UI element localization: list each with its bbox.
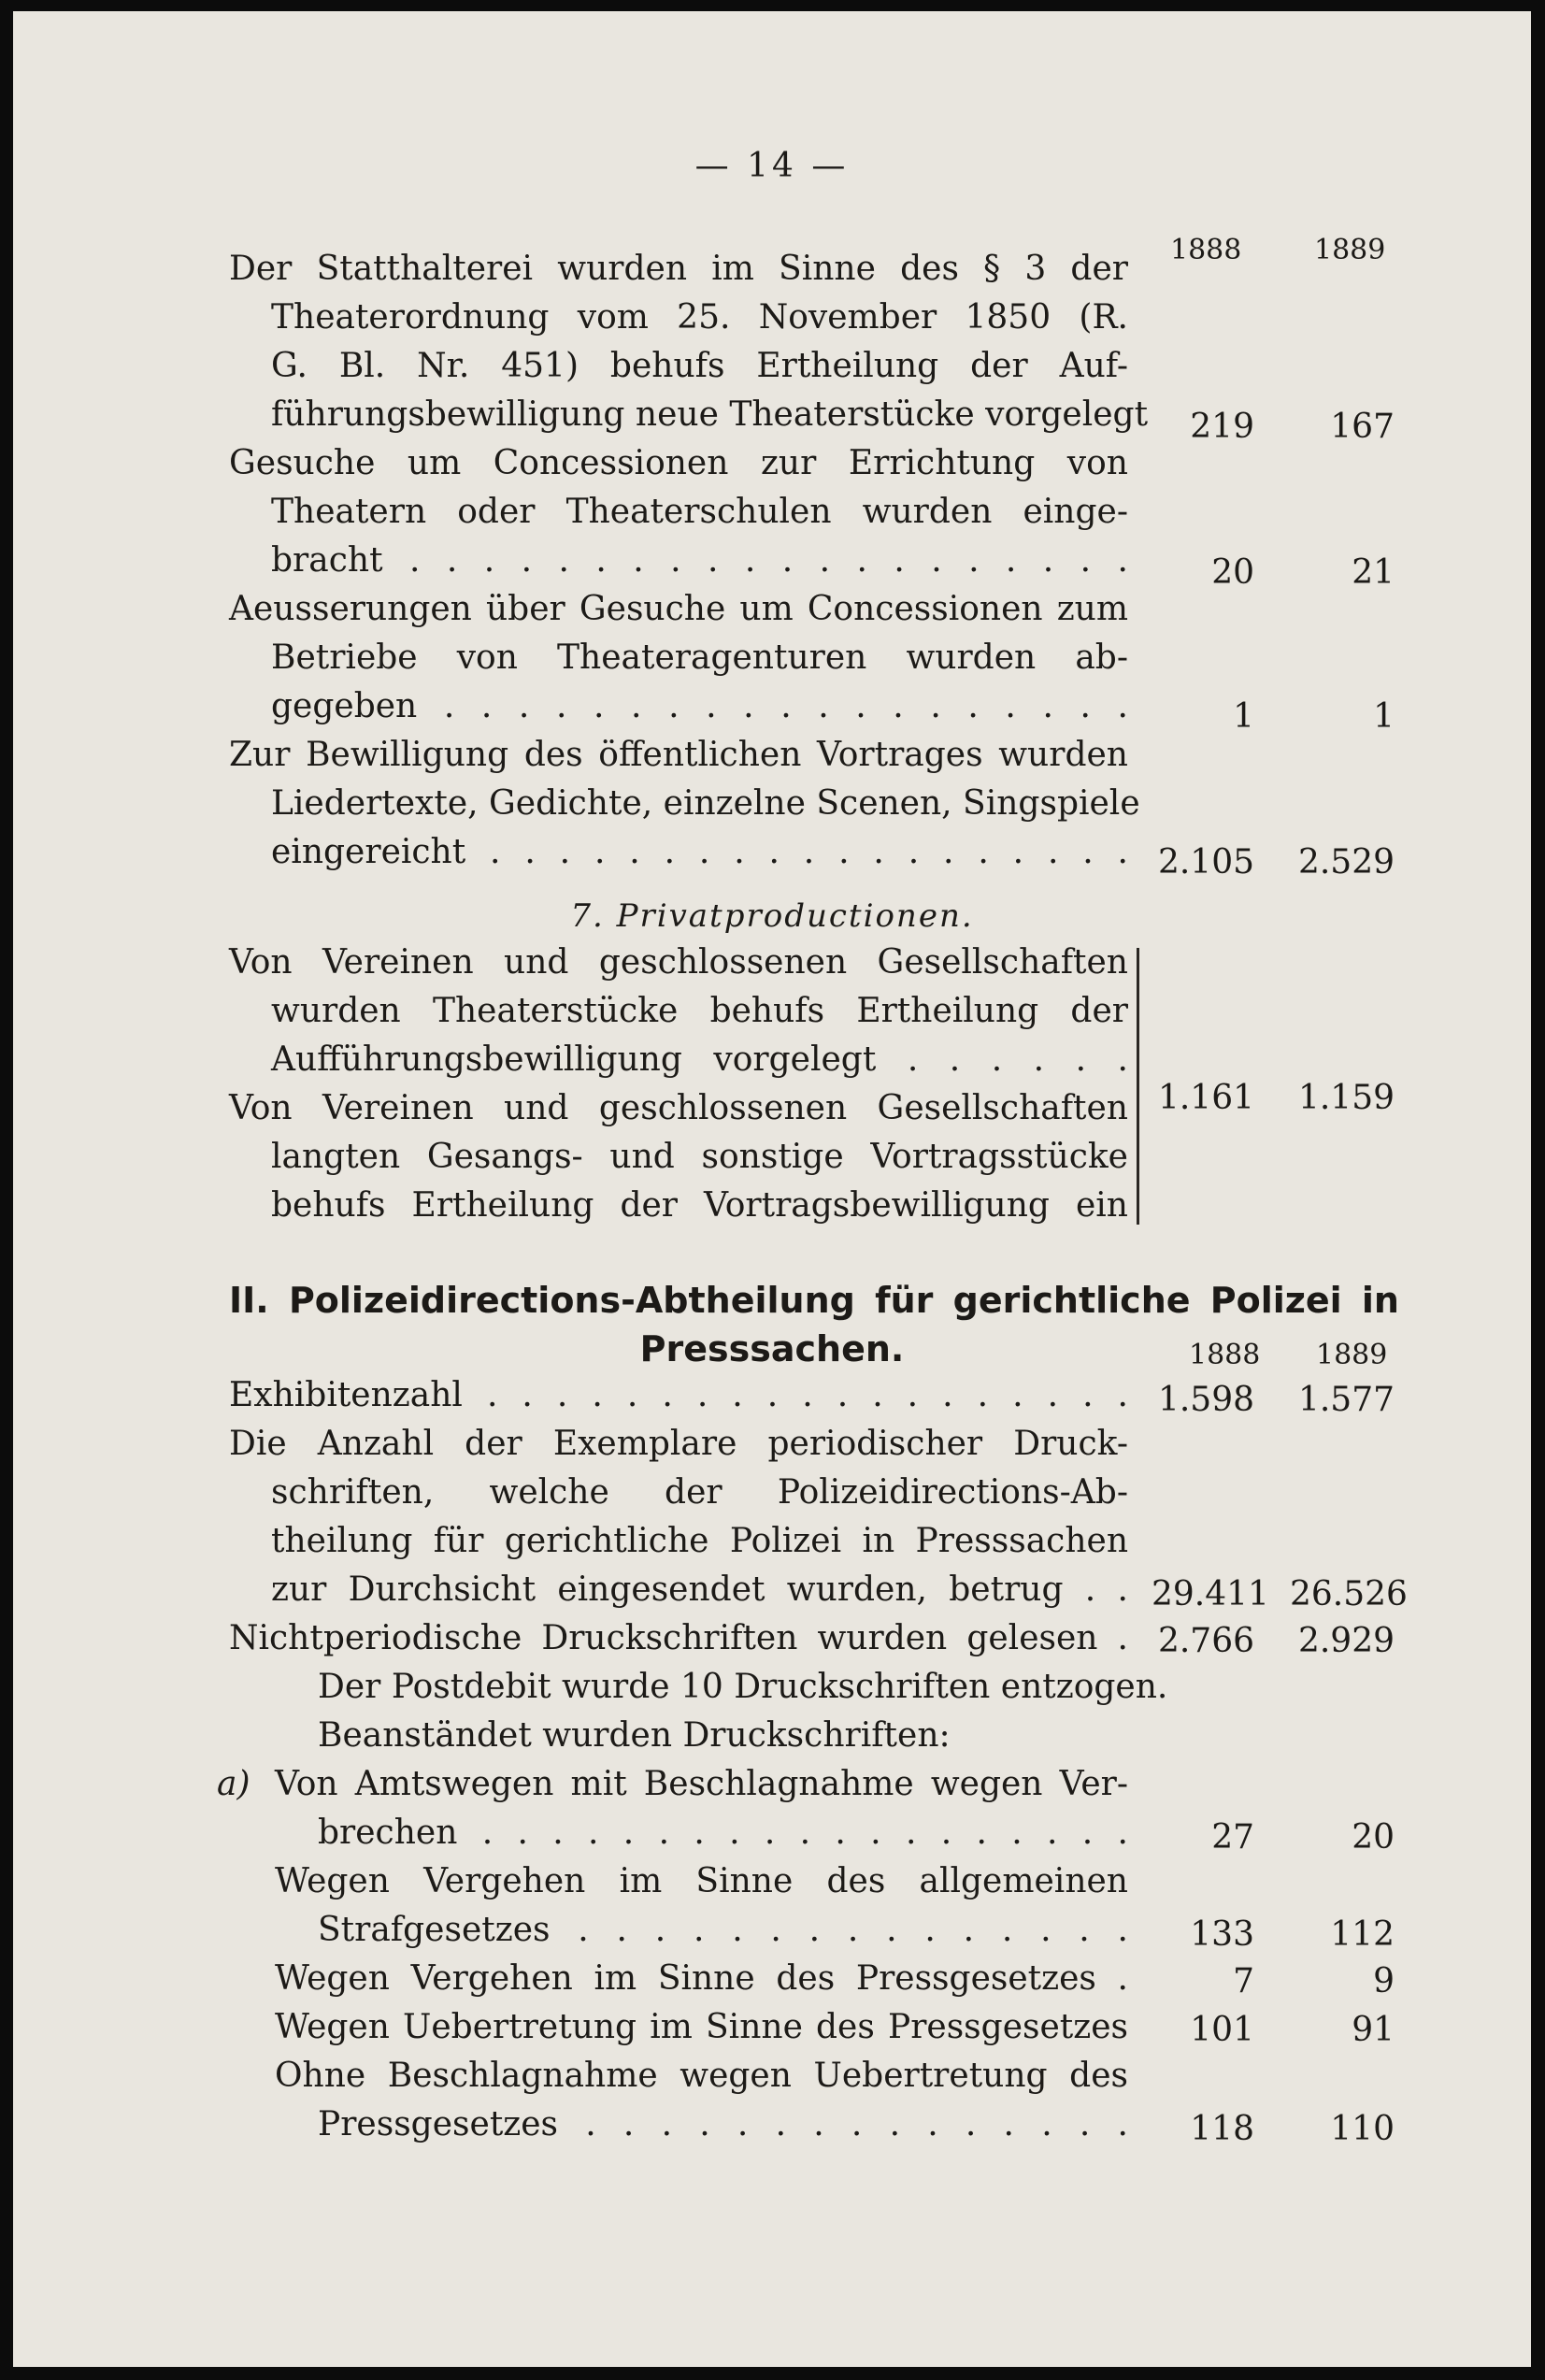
entry-line: Zur Bewilligung des öffentlichen Vortrages wurden (229, 736, 1128, 774)
entry-line: langten Gesangs- und sonstige Vortragsstücke (271, 1138, 1128, 1176)
value-1889: 167 (1330, 408, 1395, 446)
value-1889: 110 (1330, 2110, 1395, 2148)
entry-line: Strafgesetzes . . . . . . . . . . . . . . . (318, 1911, 1128, 1949)
statement-line: Beanständet wurden Druckschriften: (318, 1716, 951, 1755)
entry-line: Von Vereinen und geschlossenen Gesellschaften (229, 1089, 1128, 1127)
value-1888: 20 (1211, 553, 1254, 592)
value-1888: 1.598 (1157, 1381, 1254, 1419)
entry-line: schriften, welche der Polizeidirections-Ab- (271, 1473, 1128, 1512)
value-1888: 133 (1190, 1915, 1254, 1954)
entry-line: theilung für gerichtliche Polizei in Presssachen (271, 1522, 1128, 1560)
value-1889: 26.526 (1290, 1575, 1408, 1613)
section-heading: Presssachen. (639, 1328, 905, 1369)
entry-line: Nichtperiodische Druckschriften wurden gelesen . (229, 1619, 1128, 1657)
entry-line: Exhibitenzahl . . . . . . . . . . . . . . . . . . . (229, 1376, 1128, 1414)
entry-line: Die Anzahl der Exemplare periodischer Druck- (229, 1425, 1128, 1463)
entry-line: eingereicht . . . . . . . . . . . . . . . . . . . (271, 833, 1128, 871)
entry-line: Aufführungsbewilligung vorgelegt . . . . . . (271, 1040, 1128, 1079)
page (13, 11, 1531, 2367)
entry-line: Wegen Uebertretung im Sinne des Pressgesetzes (275, 2008, 1128, 2046)
value-1889: 112 (1330, 1915, 1395, 1954)
entry-line: behufs Ertheilung der Vortragsbewilligung ein (271, 1186, 1128, 1225)
value-1888: 2.105 (1157, 843, 1254, 882)
entry-line: Betriebe von Theateragenturen wurden ab- (271, 638, 1128, 677)
year-header-1889: 1889 (1316, 1339, 1388, 1371)
entry-line: Wegen Vergehen im Sinne des allgemeinen (275, 1862, 1128, 1900)
page-number: — 14 — (694, 147, 850, 185)
value-1888: 7 (1233, 1962, 1254, 2000)
value-1889: 1.577 (1297, 1381, 1395, 1419)
entry-line: Der Statthalterei wurden im Sinne des § 3 der (229, 250, 1128, 288)
subsection-heading: 7. Privatproductionen. (570, 897, 974, 935)
entry-line: Von Vereinen und geschlossenen Gesellschaften (229, 943, 1128, 982)
value-1888: 1.161 (1157, 1079, 1254, 1117)
entry-line: Ohne Beschlagnahme wegen Uebertretung des (275, 2057, 1128, 2095)
entry-line: Theatern oder Theaterschulen wurden einge- (271, 493, 1128, 531)
value-1889: 2.929 (1297, 1622, 1395, 1660)
value-1889: 91 (1352, 2011, 1395, 2049)
entry-line: Theaterordnung vom 25. November 1850 (R. (271, 298, 1128, 337)
value-1888: 1 (1233, 697, 1254, 736)
entry-line: bracht . . . . . . . . . . . . . . . . . . . . (271, 541, 1128, 580)
value-1888: 101 (1190, 2011, 1254, 2049)
bracket (1135, 948, 1139, 1225)
entry-line: Wegen Vergehen im Sinne des Pressgesetzes . (275, 1959, 1128, 1998)
value-1889: 2.529 (1297, 843, 1395, 882)
value-1889: 21 (1352, 553, 1395, 592)
value-1888: 2.766 (1157, 1622, 1254, 1660)
entry-line: Pressgesetzes . . . . . . . . . . . . . . . (318, 2105, 1128, 2143)
entry-line: G. Bl. Nr. 451) behufs Ertheilung der Auf- (271, 347, 1128, 385)
year-header-1888: 1888 (1189, 1339, 1261, 1371)
value-1889: 9 (1373, 1962, 1395, 2000)
entry-line: Gesuche um Concessionen zur Errichtung von (229, 444, 1128, 482)
year-header-1888: 1888 (1170, 234, 1242, 266)
entry-line: Von Amtswegen mit Beschlagnahme wegen Ver- (275, 1765, 1128, 1803)
entry-line: Aeusserungen über Gesuche um Concessionen zum (229, 590, 1128, 628)
value-1888: 118 (1190, 2110, 1254, 2148)
entry-line: brechen . . . . . . . . . . . . . . . . . . . (318, 1814, 1128, 1852)
value-1889: 1 (1373, 697, 1395, 736)
entry-line: wurden Theaterstücke behufs Ertheilung der (271, 992, 1128, 1030)
entry-line: führungsbewilligung neue Theaterstücke vorgelegt (271, 395, 1149, 434)
list-marker: a) (217, 1765, 250, 1803)
value-1889: 20 (1352, 1818, 1395, 1857)
section-heading: II. Polizeidirections-Abtheilung für gerichtliche Polizei in (229, 1280, 1399, 1321)
entry-line: Liedertexte, Gedichte, einzelne Scenen, Singspiele (271, 784, 1140, 823)
value-1888: 27 (1211, 1818, 1254, 1857)
value-1888: 219 (1190, 408, 1254, 446)
value-1888: 29.411 (1152, 1575, 1269, 1613)
entry-line: zur Durchsicht eingesendet wurden, betrug . . (271, 1570, 1128, 1609)
value-1889: 1.159 (1297, 1079, 1395, 1117)
statement-line: Der Postdebit wurde 10 Druckschriften entzogen. (318, 1668, 1168, 1706)
year-header-1889: 1889 (1314, 234, 1386, 266)
entry-line: gegeben . . . . . . . . . . . . . . . . . . . (271, 687, 1128, 725)
